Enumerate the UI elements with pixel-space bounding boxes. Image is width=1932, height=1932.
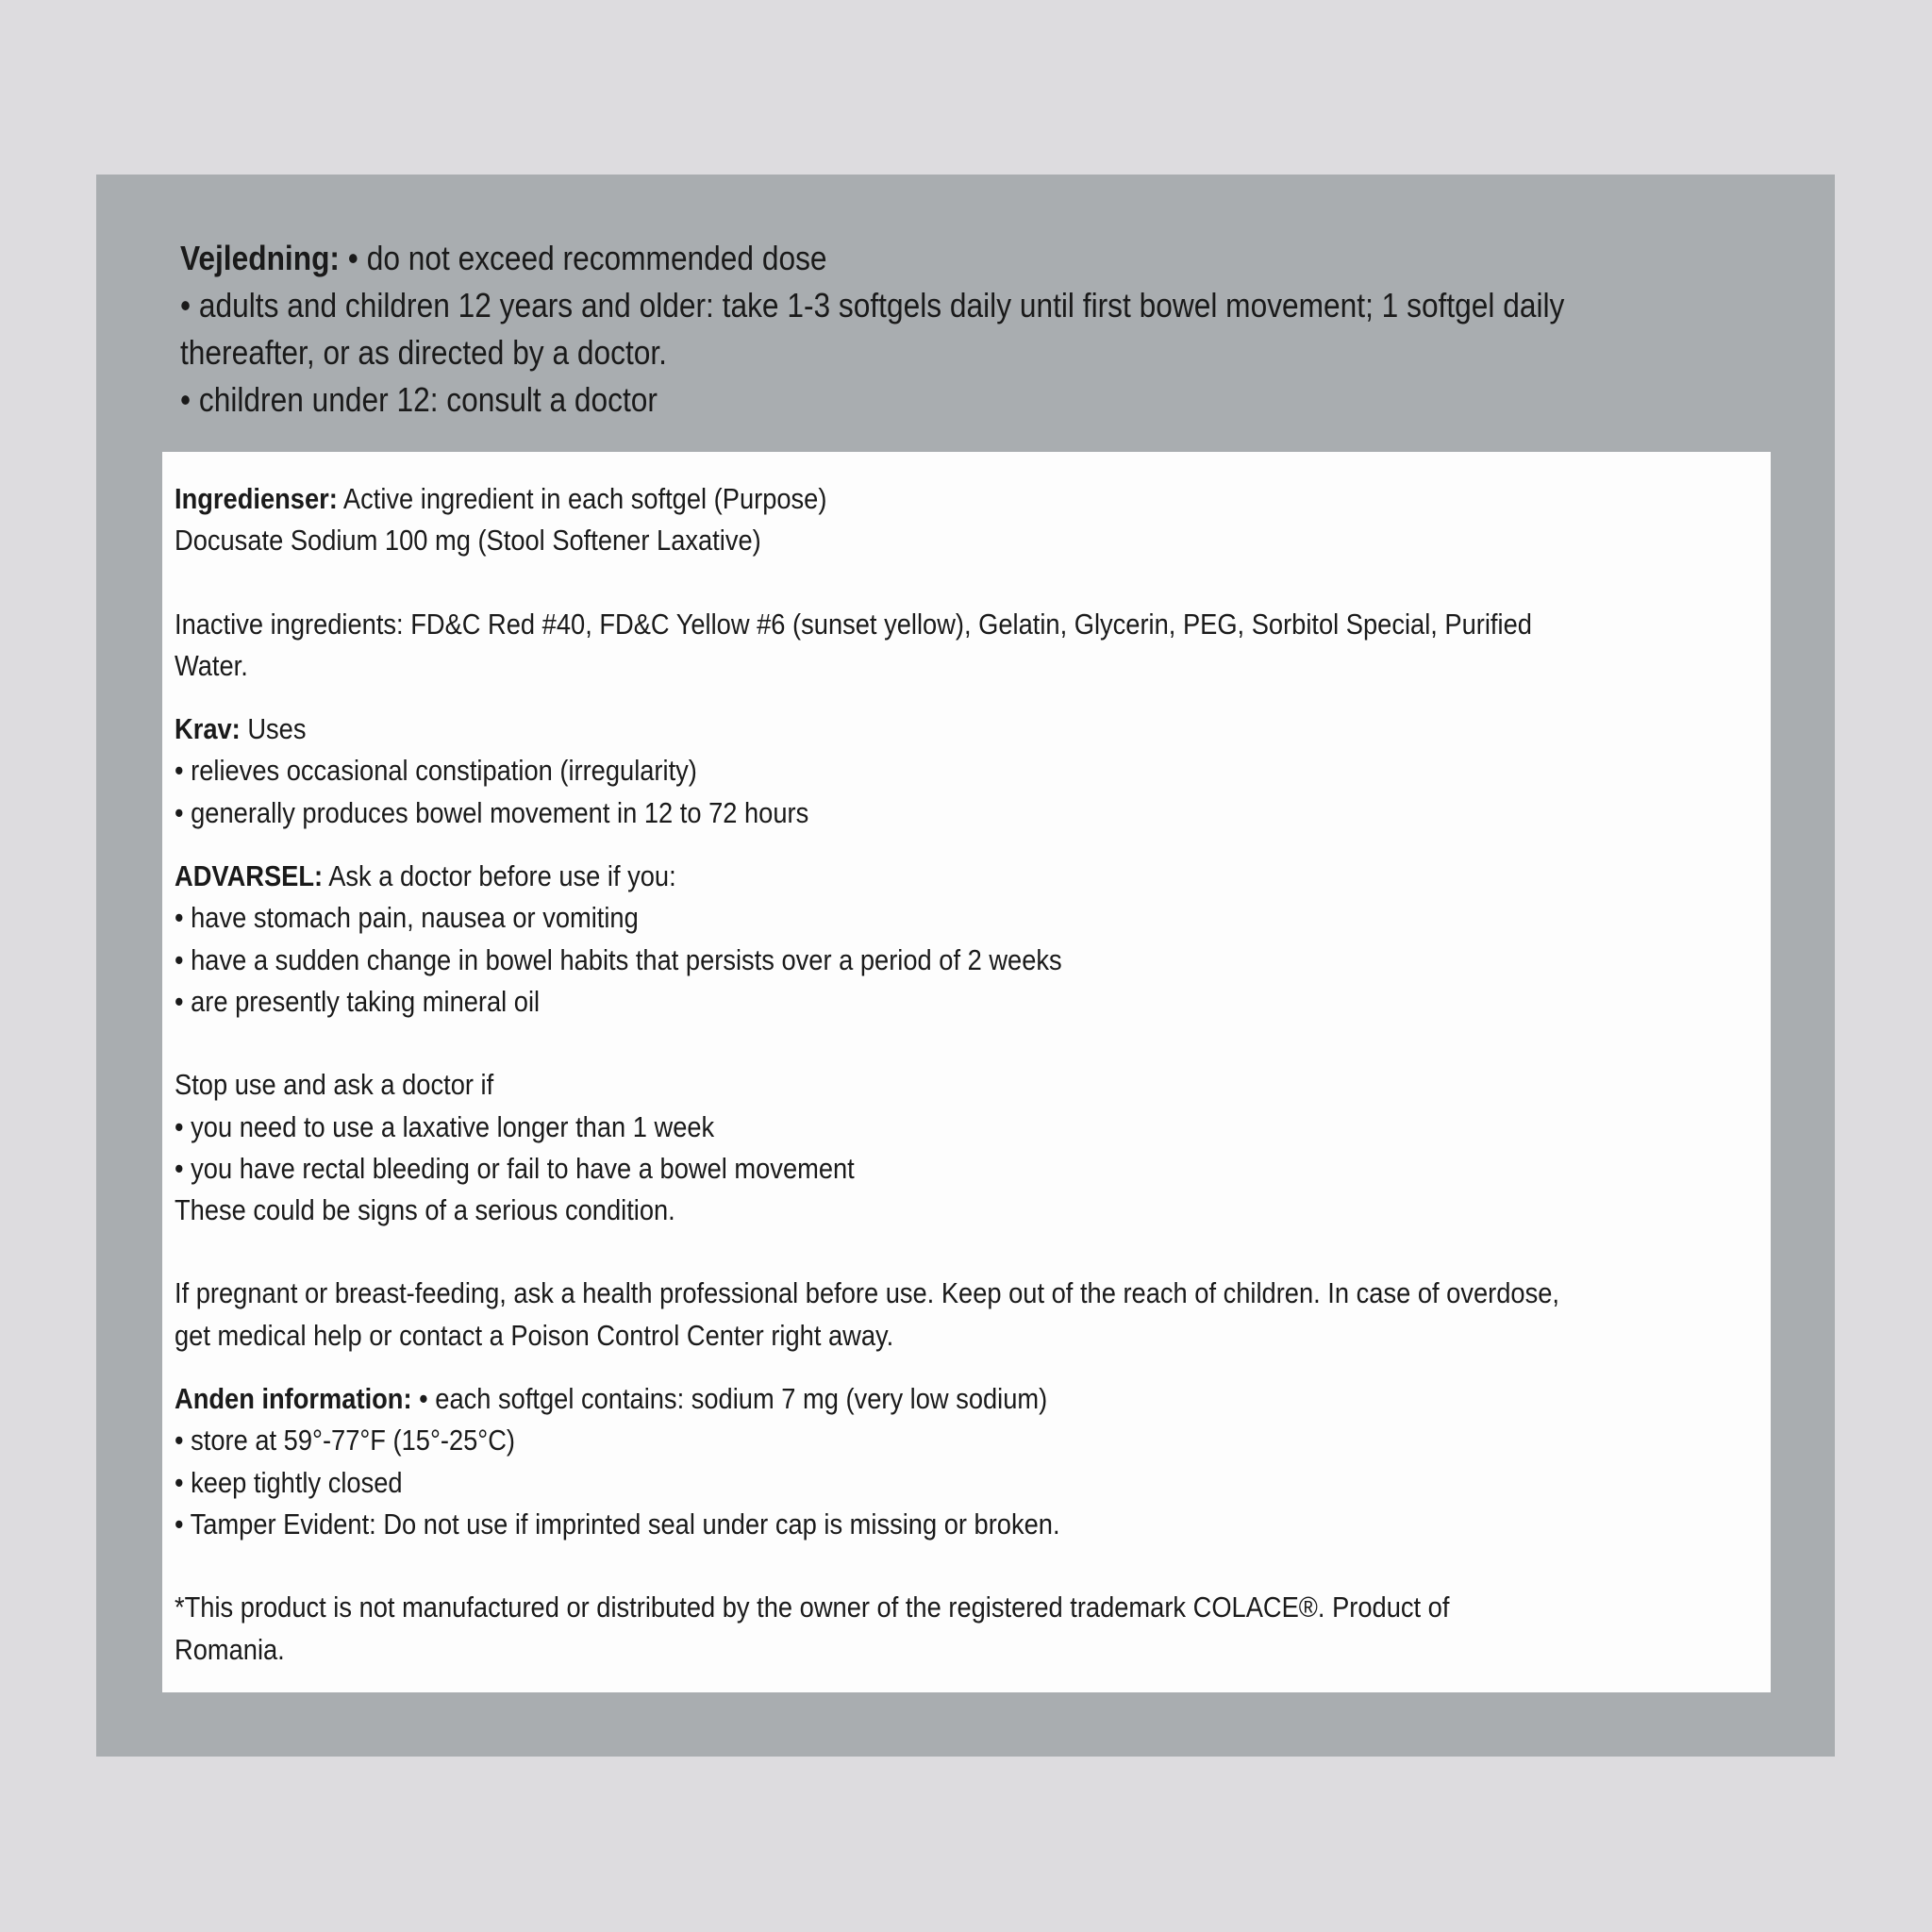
stop-use-intro: Stop use and ask a doctor if xyxy=(175,1068,494,1102)
warnings-item: • have stomach pain, nausea or vomiting xyxy=(175,901,639,935)
label-panel xyxy=(96,175,1835,1757)
directions-line: thereafter, or as directed by a doctor. xyxy=(180,333,667,372)
uses-heading: Krav: xyxy=(175,712,241,746)
other-info-item: • keep tightly closed xyxy=(175,1465,403,1499)
info-text xyxy=(175,478,1752,1671)
other-info-item: • store at 59°-77°F (15°-25°C) xyxy=(175,1424,515,1457)
uses-first-line: Krav: Uses xyxy=(175,712,307,746)
uses-item: • relieves occasional constipation (irregularity) xyxy=(175,754,697,788)
ingredients-first-line: Ingredienser: Active ingredient in each softgel (Purpose) xyxy=(175,482,827,515)
directions-section xyxy=(180,235,1574,424)
directions-line: • adults and children 12 years and older: take 1-3 softgels daily until first bowel movement; 1 softgel daily xyxy=(180,286,1565,325)
disclaimer-line: Romania. xyxy=(175,1632,285,1666)
info-box xyxy=(162,452,1771,1692)
directions-heading: Vejledning: xyxy=(180,239,340,277)
warnings-item: • have a sudden change in bowel habits that persists over a period of 2 weeks xyxy=(175,942,1062,976)
pregnancy-line: If pregnant or breast-feeding, ask a health professional before use. Keep out of the reach of children. In case of overdose, xyxy=(175,1276,1559,1310)
pregnancy-line: get medical help or contact a Poison Control Center right away. xyxy=(175,1318,894,1352)
uses-item: • generally produces bowel movement in 12 to 72 hours xyxy=(175,795,809,829)
directions-first-line: Vejledning: • do not exceed recommended dose xyxy=(180,239,827,277)
stop-use-item: • you have rectal bleeding or fail to have a bowel movement xyxy=(175,1151,855,1185)
warnings-heading: ADVARSEL: xyxy=(175,859,324,893)
disclaimer-line: *This product is not manufactured or distributed by the owner of the registered trademark COLACE®. Product of xyxy=(175,1591,1450,1624)
warnings-item: • are presently taking mineral oil xyxy=(175,984,541,1018)
inactive-ingredients-line: Inactive ingredients: FD&C Red #40, FD&C Yellow #6 (sunset yellow), Gelatin, Glycerin, PEG, Sorbitol Special, Purified xyxy=(175,607,1532,641)
directions-line: • children under 12: consult a doctor xyxy=(180,380,658,419)
active-ingredient: Docusate Sodium 100 mg (Stool Softener Laxative) xyxy=(175,524,761,558)
stop-use-item: • you need to use a laxative longer than 1 week xyxy=(175,1109,715,1143)
stop-use-note: These could be signs of a serious condition. xyxy=(175,1193,675,1227)
inactive-ingredients-line: Water. xyxy=(175,648,248,682)
other-info-first-line: Anden information: • each softgel contains: sodium 7 mg (very low sodium) xyxy=(175,1382,1048,1416)
ingredients-heading: Ingredienser: xyxy=(175,482,338,515)
other-info-heading: Anden information: xyxy=(175,1382,412,1416)
warnings-first-line: ADVARSEL: Ask a doctor before use if you: xyxy=(175,859,676,893)
other-info-item: • Tamper Evident: Do not use if imprinted seal under cap is missing or broken. xyxy=(175,1507,1060,1541)
